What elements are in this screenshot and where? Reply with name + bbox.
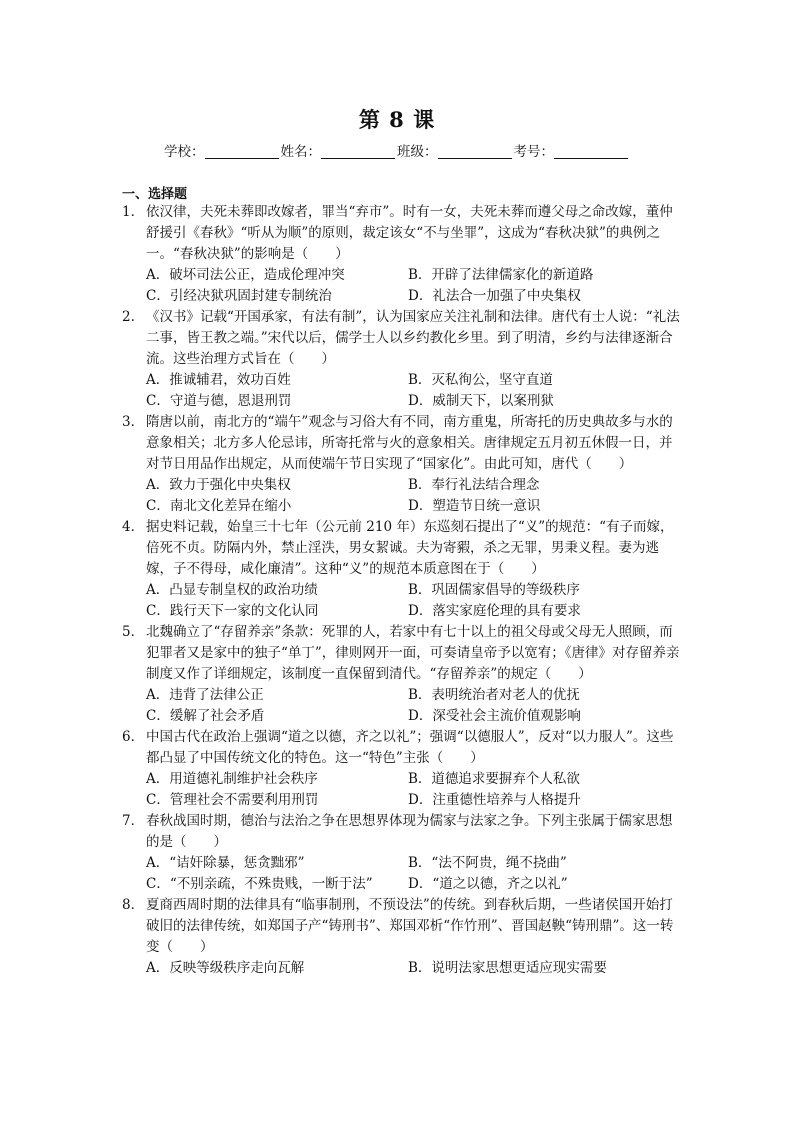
question-item bbox=[122, 622, 682, 727]
exam-number-label: 考号： bbox=[513, 144, 554, 160]
option-d[interactable]: D．塑造节日统一意识 bbox=[408, 498, 541, 514]
question-text: 隋唐以前，南北方的“端午”观念与习俗大有不同，南方重鬼，所寄托的历史典故多与水的意象相关；北方多人伦忌讳，所寄托常与火的意象相关。唐律规定五月初五休假一日，并对节日用品作出规定，从而使端午节日实现了“国家化”。由此可知，唐代（ ） bbox=[146, 414, 673, 472]
question-list bbox=[0, 202, 794, 979]
school-blank bbox=[205, 144, 279, 159]
option-c[interactable]: C．缓解了社会矛盾 bbox=[146, 708, 265, 724]
option-a[interactable]: A．用道德礼制维护社会秩序 bbox=[146, 771, 318, 787]
name-label: 姓名： bbox=[280, 144, 321, 160]
option-b[interactable]: B．灭私徇公，坚守直道 bbox=[408, 372, 553, 388]
question-item bbox=[122, 895, 682, 979]
options-grid bbox=[122, 475, 682, 517]
name-blank bbox=[321, 144, 395, 159]
question-number: 6． bbox=[122, 729, 145, 745]
option-b[interactable]: B．表明统治者对老人的优抚 bbox=[408, 687, 580, 703]
question-text: 春秋战国时期，德治与法治之争在思想界体现为儒家与法家之争。下列主张属于儒家思想的是（ ） bbox=[146, 813, 673, 850]
option-a[interactable]: A．违背了法律公正 bbox=[146, 687, 264, 703]
question-item bbox=[122, 202, 682, 307]
option-b[interactable]: B．说明法家思想更适应现实需要 bbox=[408, 960, 607, 976]
question-stem bbox=[122, 412, 682, 475]
question-text: 据史料记载，始皇三十七年（公元前 210 年）东巡刻石提出了“义”的规范：“有子而嫁，倍死不贞。防隔内外，禁止淫泆，男女絜诚。夫为寄豭，杀之无罪，男秉义程。妻为逃嫁，子不得母，咸化廉清”。这种“义”的规范本质意图在于（ ） bbox=[146, 519, 674, 577]
page-title: 第 8 课 bbox=[358, 107, 436, 132]
question-text: 中国古代在政治上强调“道之以德，齐之以礼”；强调“以德服人”，反对“以力服人”。这些都凸显了中国传统文化的特色。这一“特色”主张（ ） bbox=[146, 729, 674, 766]
option-c[interactable]: C．引经决狱巩固封建专制统治 bbox=[146, 288, 332, 304]
option-d[interactable]: D．深受社会主流价值观影响 bbox=[408, 708, 581, 724]
options-grid bbox=[122, 265, 682, 307]
option-c[interactable]: C．“不别亲疏，不殊贵贱，一断于法” bbox=[146, 876, 373, 892]
options-grid bbox=[122, 769, 682, 811]
exam-number-blank bbox=[554, 144, 628, 159]
question-item bbox=[122, 517, 682, 622]
option-d[interactable]: D．落实家庭伦理的具有要求 bbox=[408, 603, 581, 619]
question-number: 1． bbox=[122, 204, 145, 220]
option-b[interactable]: B．奉行礼法结合理念 bbox=[408, 477, 540, 493]
question-stem bbox=[122, 895, 682, 958]
question-number: 2. bbox=[122, 309, 135, 325]
options-grid bbox=[122, 685, 682, 727]
question-text: 夏商西周时期的法律具有“临事制刑，不预设法”的传统。到春秋后期，一些诸侯国开始打破旧的法律传统，如郑国子产“铸刑书”、郑国邓析“作竹刑”、晋国赵鞅“铸刑鼎”。这一转变（ ） bbox=[146, 897, 674, 955]
question-text: 《汉书》记载“开国承家，有法有制”，认为国家应关注礼制和法律。唐代有士人说：“礼法二事，皆王教之端。”宋代以后，儒学士人以乡约教化乡里。到了明清，乡约与法律逐渐合流。这些治理方式旨在（ ） bbox=[146, 309, 680, 367]
option-b[interactable]: B．开辟了法律儒家化的新道路 bbox=[408, 267, 594, 283]
option-b[interactable]: B．巩固儒家倡导的等级秩序 bbox=[408, 582, 580, 598]
option-b[interactable]: B．道德追求要摒弃个人私欲 bbox=[408, 771, 580, 787]
options-grid bbox=[122, 853, 682, 895]
options-grid bbox=[122, 580, 682, 622]
question-stem bbox=[122, 727, 682, 769]
question-item bbox=[122, 811, 682, 895]
question-stem bbox=[122, 517, 682, 580]
option-d[interactable]: D．威制天下，以案刑狱 bbox=[408, 393, 554, 409]
option-a[interactable]: A．反映等级秩序走向瓦解 bbox=[146, 960, 305, 976]
question-item bbox=[122, 307, 682, 412]
question-text: 依汉律，夫死未葬即改嫁者，罪当“弃市”。时有一女，夫死未葬而遵父母之命改嫁，董仲舒援引《春秋》“听从为顺”的原则，裁定该女“不与坐罪”，这成为“春秋决狱”的典例之一。“春秋决狱”的影响是（ ） bbox=[146, 204, 673, 262]
option-b[interactable]: B．“法不阿贵，绳不挠曲” bbox=[408, 855, 567, 871]
options-grid bbox=[122, 958, 682, 979]
option-c[interactable]: C．守道与德，恩退刑罚 bbox=[146, 393, 292, 409]
option-a[interactable]: A．“诘奸除暴，惩贪黜邪” bbox=[146, 855, 305, 871]
section-heading: 一、选择题 bbox=[122, 187, 188, 202]
option-c[interactable]: C．南北文化差异在缩小 bbox=[146, 498, 292, 514]
option-c[interactable]: C．管理社会不需要利用刑罚 bbox=[146, 792, 319, 808]
question-number: 8． bbox=[122, 897, 145, 913]
option-a[interactable]: A．破坏司法公正，造成伦理冲突 bbox=[146, 267, 345, 283]
question-number: 7． bbox=[122, 813, 145, 829]
question-item bbox=[122, 412, 682, 517]
question-number: 5． bbox=[122, 624, 145, 640]
options-grid bbox=[122, 370, 682, 412]
question-stem bbox=[122, 811, 682, 853]
question-stem bbox=[122, 202, 682, 265]
student-info-line bbox=[0, 140, 794, 160]
school-label: 学校： bbox=[164, 144, 205, 160]
question-number: 3． bbox=[122, 414, 145, 430]
question-number: 4． bbox=[122, 519, 145, 535]
option-a[interactable]: A．推诚辅君，效功百姓 bbox=[146, 372, 291, 388]
option-d[interactable]: D．礼法合一加强了中央集权 bbox=[408, 288, 581, 304]
question-text: 北魏确立了“存留养亲”条款：死罪的人，若家中有七十以上的祖父母或父母无人照顾，而犯罪者又是家中的独子“单丁”，律则网开一面，可奏请皇帝予以宽宥；《唐律》对存留养亲制度又作了详细规定，该制度一直保留到清代。“存留养亲”的规定（ ） bbox=[146, 624, 680, 682]
class-label: 班级： bbox=[397, 144, 438, 160]
option-d[interactable]: D．“道之以德，齐之以礼” bbox=[408, 876, 568, 892]
question-stem bbox=[122, 622, 682, 685]
class-blank bbox=[438, 144, 512, 159]
option-d[interactable]: D．注重德性培养与人格提升 bbox=[408, 792, 581, 808]
option-a[interactable]: A．致力于强化中央集权 bbox=[146, 477, 291, 493]
option-c[interactable]: C．践行天下一家的文化认同 bbox=[146, 603, 319, 619]
question-item bbox=[122, 727, 682, 811]
question-stem bbox=[122, 307, 682, 370]
option-a[interactable]: A．凸显专制皇权的政治功绩 bbox=[146, 582, 318, 598]
